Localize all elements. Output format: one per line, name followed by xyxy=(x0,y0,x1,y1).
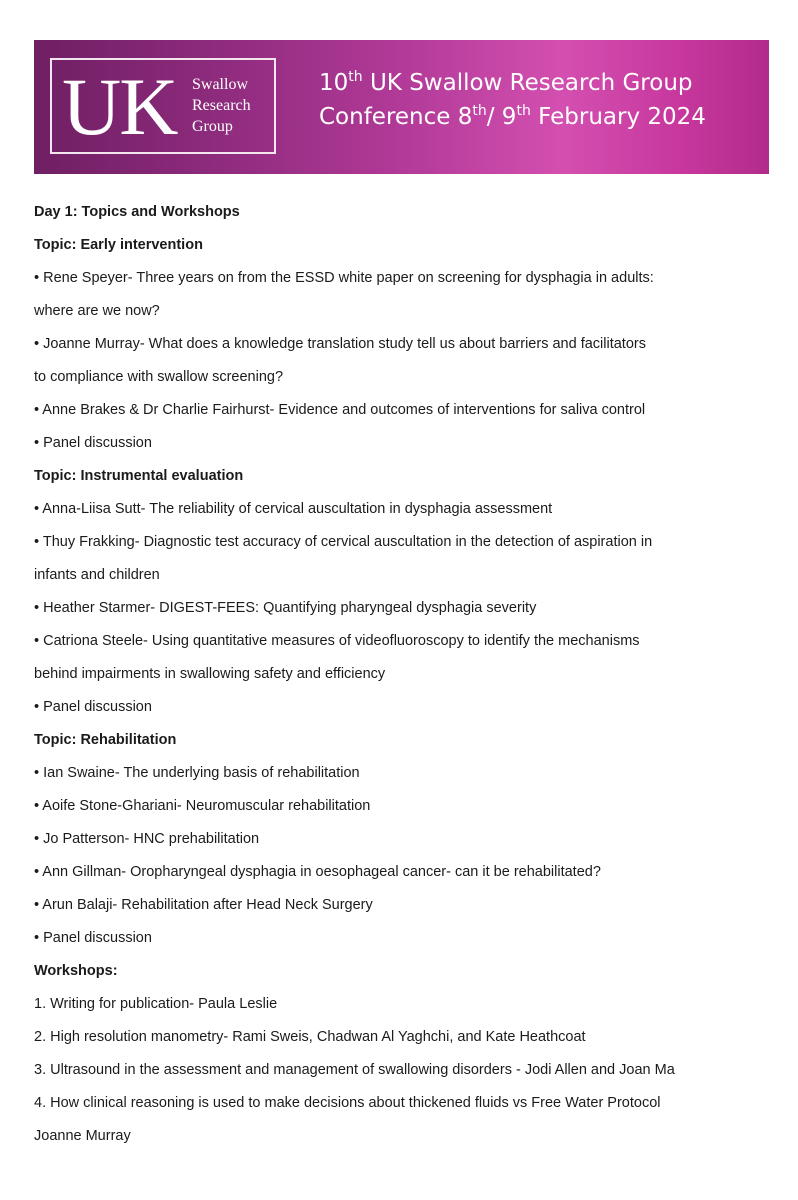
workshops-heading: Workshops: xyxy=(34,963,118,979)
logo-subtitle xyxy=(192,74,251,137)
conference-title-line-1: 10th UK Swallow Research Group xyxy=(319,69,693,96)
list-item: • Anne Brakes & Dr Charlie Fairhurst- Evidence and outcomes of interventions for saliva control xyxy=(34,402,646,418)
list-item: where are we now? xyxy=(34,303,160,319)
list-item: • Heather Starmer- DIGEST-FEES: Quantifying pharyngeal dysphagia severity xyxy=(34,600,537,616)
topic-heading-instrumental-evaluation: Topic: Instrumental evaluation xyxy=(34,468,244,484)
list-item: • Panel discussion xyxy=(34,435,152,451)
uk-swallow-research-group-logo xyxy=(50,58,276,154)
list-item: • Panel discussion xyxy=(34,930,152,946)
workshop-item: 3. Ultrasound in the assessment and management of swallowing disorders - Jodi Allen and Joan Ma xyxy=(34,1062,675,1078)
list-item: behind impairments in swallowing safety and efficiency xyxy=(34,666,386,682)
list-item: • Anna-Liisa Sutt- The reliability of cervical auscultation in dysphagia assessment xyxy=(34,501,553,517)
logo-line-3: Group xyxy=(192,118,233,135)
conference-title-line-2: Conference 8th/ 9th February 2024 xyxy=(319,103,706,130)
logo-line-2: Research xyxy=(192,97,251,114)
programme-content xyxy=(34,196,774,1153)
logo-uk-text: UK xyxy=(62,61,177,152)
list-item: • Arun Balaji- Rehabilitation after Head Neck Surgery xyxy=(34,897,373,913)
list-item: to compliance with swallow screening? xyxy=(34,369,284,385)
list-item: • Aoife Stone-Ghariani- Neuromuscular rehabilitation xyxy=(34,798,371,814)
workshop-item: 1. Writing for publication- Paula Leslie xyxy=(34,996,278,1012)
list-item: • Ann Gillman- Oropharyngeal dysphagia in oesophageal cancer- can it be rehabilitated? xyxy=(34,864,601,880)
list-item: • Ian Swaine- The underlying basis of rehabilitation xyxy=(34,765,360,781)
list-item: infants and children xyxy=(34,567,160,583)
list-item: • Rene Speyer- Three years on from the ESSD white paper on screening for dysphagia in adults: xyxy=(34,270,654,286)
logo-line-1: Swallow xyxy=(192,76,248,93)
workshop-item: 2. High resolution manometry- Rami Sweis, Chadwan Al Yaghchi, and Kate Heathcoat xyxy=(34,1029,586,1045)
topic-heading-rehabilitation: Topic: Rehabilitation xyxy=(34,732,177,748)
conference-banner xyxy=(34,40,769,174)
workshop-item: 4. How clinical reasoning is used to make decisions about thickened fluids vs Free Water Protocol xyxy=(34,1095,661,1111)
list-item: • Jo Patterson- HNC prehabilitation xyxy=(34,831,260,847)
day-heading: Day 1: Topics and Workshops xyxy=(34,204,240,220)
list-item: • Joanne Murray- What does a knowledge translation study tell us about barriers and facilitators xyxy=(34,336,646,352)
list-item: • Catriona Steele- Using quantitative measures of videofluoroscopy to identify the mechanisms xyxy=(34,633,640,649)
list-item: • Thuy Frakking- Diagnostic test accuracy of cervical auscultation in the detection of aspiration in xyxy=(34,534,653,550)
topic-heading-early-intervention: Topic: Early intervention xyxy=(34,237,203,253)
list-item: • Panel discussion xyxy=(34,699,152,715)
conference-title xyxy=(319,66,706,134)
workshop-item: Joanne Murray xyxy=(34,1128,131,1144)
